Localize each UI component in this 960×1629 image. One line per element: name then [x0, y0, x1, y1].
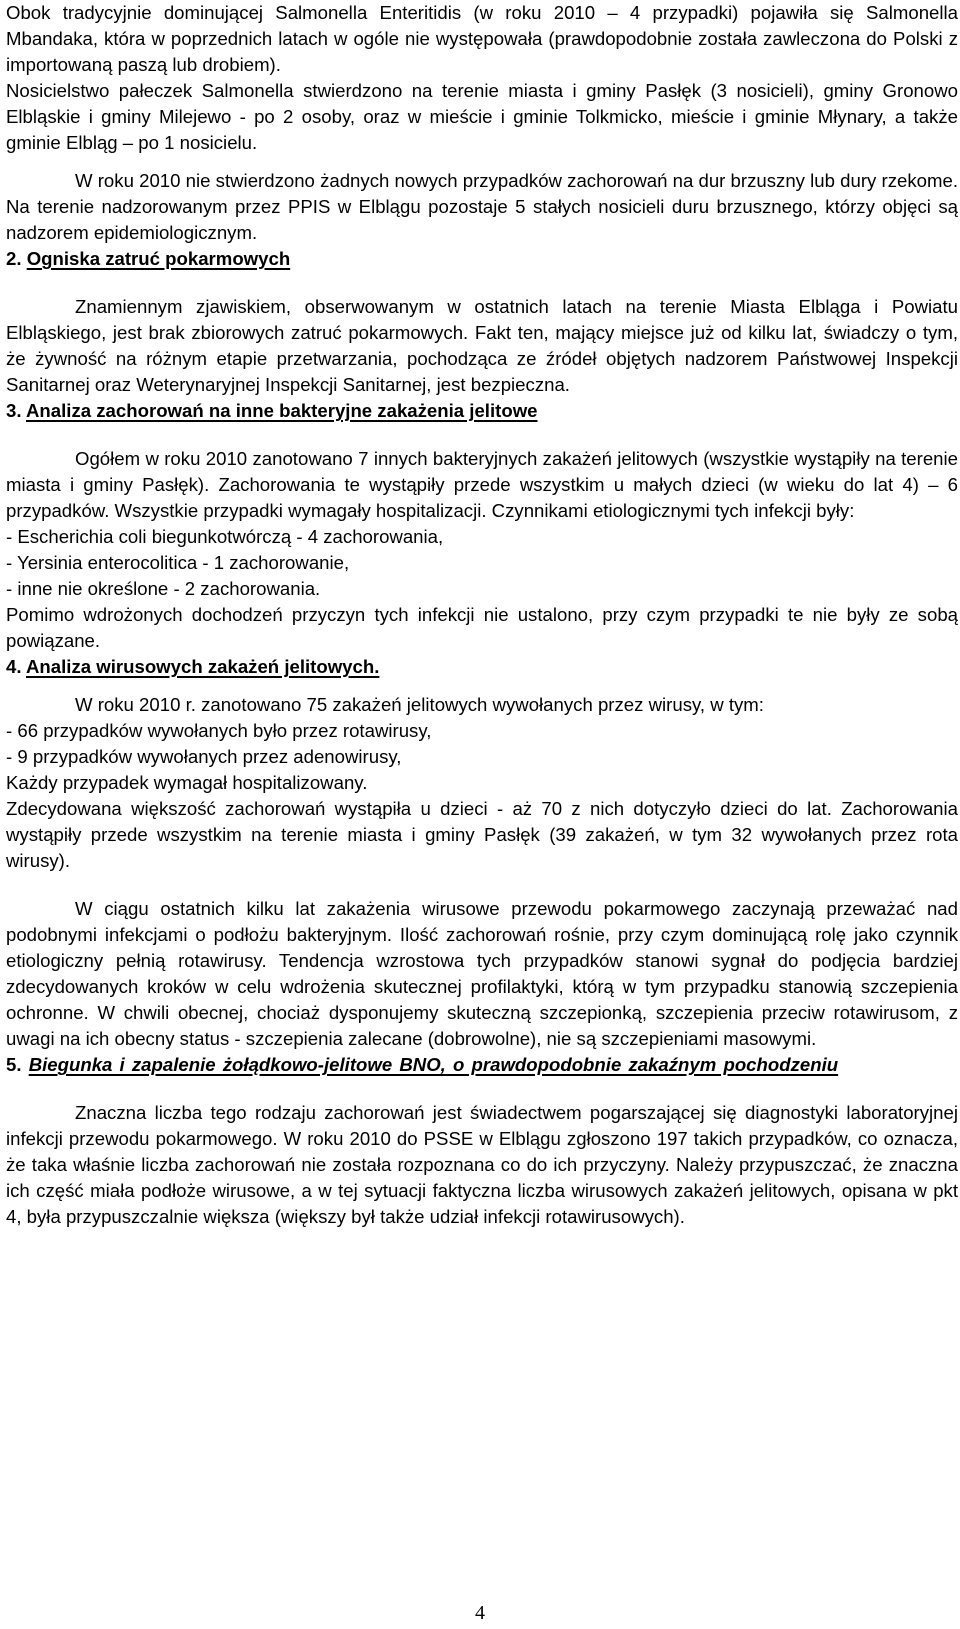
section-5-paragraph: Znaczna liczba tego rodzaju zachorowań jest świadectwem pogarszającej się diagnostyki laboratoryjnej infekcji przewodu pokarmowego. W roku 2010 do PSSE w Elblągu zgłoszono 197 takich przypadków, co oznacza, że taka właśnie liczba zachorowań nie została rozpoznana co do ich przyczyny. Należy przypuszczać, że znaczna ich część miała podłoże wirusowe, a w tej sytuacji faktyczna liczba wirusowych zakażeń jelitowych, opisana w pkt 4, była przypuszczalnie większa (większy był także udział infekcji rotawirusowych). [6, 1102, 958, 1227]
section-4-paragraph-2: Zdecydowana większość zachorowań wystąpiła u dzieci - aż 70 z nich dotyczyło dzieci do lat. Zachorowania wystąpiły przede wszystkim na terenie miasta i gminy Pasłęk (39 zakażeń, w tym 32 wywołanych przez rota wirusy). [6, 798, 958, 871]
section-4-virus-list [6, 718, 958, 796]
list-item: - 9 przypadków wywołanych przez adenowirusy, [6, 746, 402, 767]
section-5-title: Biegunka i zapalenie żołądkowo-jelitowe BNO, o prawdopodobnie zakaźnym pochodzeniu [28, 1054, 839, 1075]
section-2-heading [6, 246, 958, 272]
section-3-etiology-list [6, 524, 958, 602]
section-3-number: 3. [6, 400, 22, 421]
section-2-number: 2. [6, 248, 22, 269]
section-2-paragraph: Znamiennym zjawiskiem, obserwowanym w ostatnich latach na terenie Miasta Elbląga i Powiatu Elbląskiego, jest brak zbiorowych zatruć pokarmowych. Fakt ten, mający miejsce już od kilku lat, świadczy o tym, że żywność na różnym etapie przetwarzania, pochodząca ze źródeł objętych nadzorem Państwowej Inspekcji Sanitarnej oraz Weterynaryjnej Inspekcji Sanitarnej, jest bezpieczna. [6, 296, 958, 395]
list-item: - 66 przypadków wywołanych było przez rotawirusy, [6, 720, 432, 741]
section-2-title: Ogniska zatruć pokarmowych [26, 248, 291, 269]
section-3-title: Analiza zachorowań na inne bakteryjne zakażenia jelitowe [26, 400, 538, 421]
list-item: Każdy przypadek wymagał hospitalizowany. [6, 772, 368, 793]
list-item: - inne nie określone - 2 zachorowania. [6, 578, 321, 599]
section-4-heading [6, 654, 958, 680]
section-4-paragraph-3: W ciągu ostatnich kilku lat zakażenia wirusowe przewodu pokarmowego zaczynają przeważać nad podobnymi infekcjami o podłożu bakteryjnym. Ilość zachorowań rośnie, przy czym dominującą rolę jako czynnik etiologiczny pełnią rotawirusy. Tendencja wzrostowa tych przypadków stanowi sygnał do podjęcia bardziej zdecydowanych kroków w celu wdrożenia skutecznej profilaktyki, którą w tym przypadku stanowią szczepienia ochronne. W chwili obecnej, chociaż dysponujemy skuteczną szczepionką, szczepienia przeciw rotawirusom, z uwagi na ich obecny status - szczepienia zalecane (dobrowolne), nie są szczepieniami masowymi. [6, 898, 958, 1049]
intro-paragraph-3: W roku 2010 nie stwierdzono żadnych nowych przypadków zachorowań na dur brzuszny lub dury rzekome. Na terenie nadzorowanym przez PPIS w Elblągu pozostaje 5 stałych nosicieli duru brzusznego, którzy objęci są nadzorem epidemiologicznym. [6, 170, 958, 243]
section-4-paragraph-1: W roku 2010 r. zanotowano 75 zakażeń jelitowych wywołanych przez wirusy, w tym: [75, 694, 764, 715]
document-page [6, 0, 958, 1230]
list-item: - Escherichia coli biegunkotwórczą - 4 zachorowania, [6, 526, 444, 547]
section-3-heading [6, 398, 958, 424]
intro-paragraph-2: Nosicielstwo pałeczek Salmonella stwierdzono na terenie miasta i gminy Pasłęk (3 nosicieli), gminy Gronowo Elbląskie i gminy Milejewo - po 2 osoby, oraz w mieście i gminie Tolkmicko, mieście i gminie Młynary, a także gminie Elbląg – po 1 nosicielu. [6, 80, 958, 153]
section-4-number: 4. [6, 656, 22, 677]
page-number: 4 [475, 1602, 485, 1624]
section-3-paragraph-2: Pomimo wdrożonych dochodzeń przyczyn tych infekcji nie ustalono, przy czym przypadki te nie były ze sobą powiązane. [6, 604, 958, 651]
section-5-number: 5. [6, 1054, 22, 1075]
intro-paragraph-1: Obok tradycyjnie dominującej Salmonella Enteritidis (w roku 2010 – 4 przypadki) pojawiła się Salmonella Mbandaka, która w poprzednich latach w ogóle nie występowała (prawdopodobnie została zawleczona do Polski z importowaną paszą lub drobiem). [6, 2, 958, 75]
section-4-title: Analiza wirusowych zakażeń jelitowych. [26, 656, 380, 677]
section-5-heading [6, 1052, 958, 1078]
list-item: - Yersinia enterocolitica - 1 zachorowanie, [6, 552, 350, 573]
section-3-paragraph-1: Ogółem w roku 2010 zanotowano 7 innych bakteryjnych zakażeń jelitowych (wszystkie wystąpiły na terenie miasta i gminy Pasłęk). Zachorowania te wystąpiły przede wszystkim u małych dzieci (w wieku do lat 4) – 6 przypadków. Wszystkie przypadki wymagały hospitalizacji. Czynnikami etiologicznymi tych infekcji były: [6, 448, 958, 521]
